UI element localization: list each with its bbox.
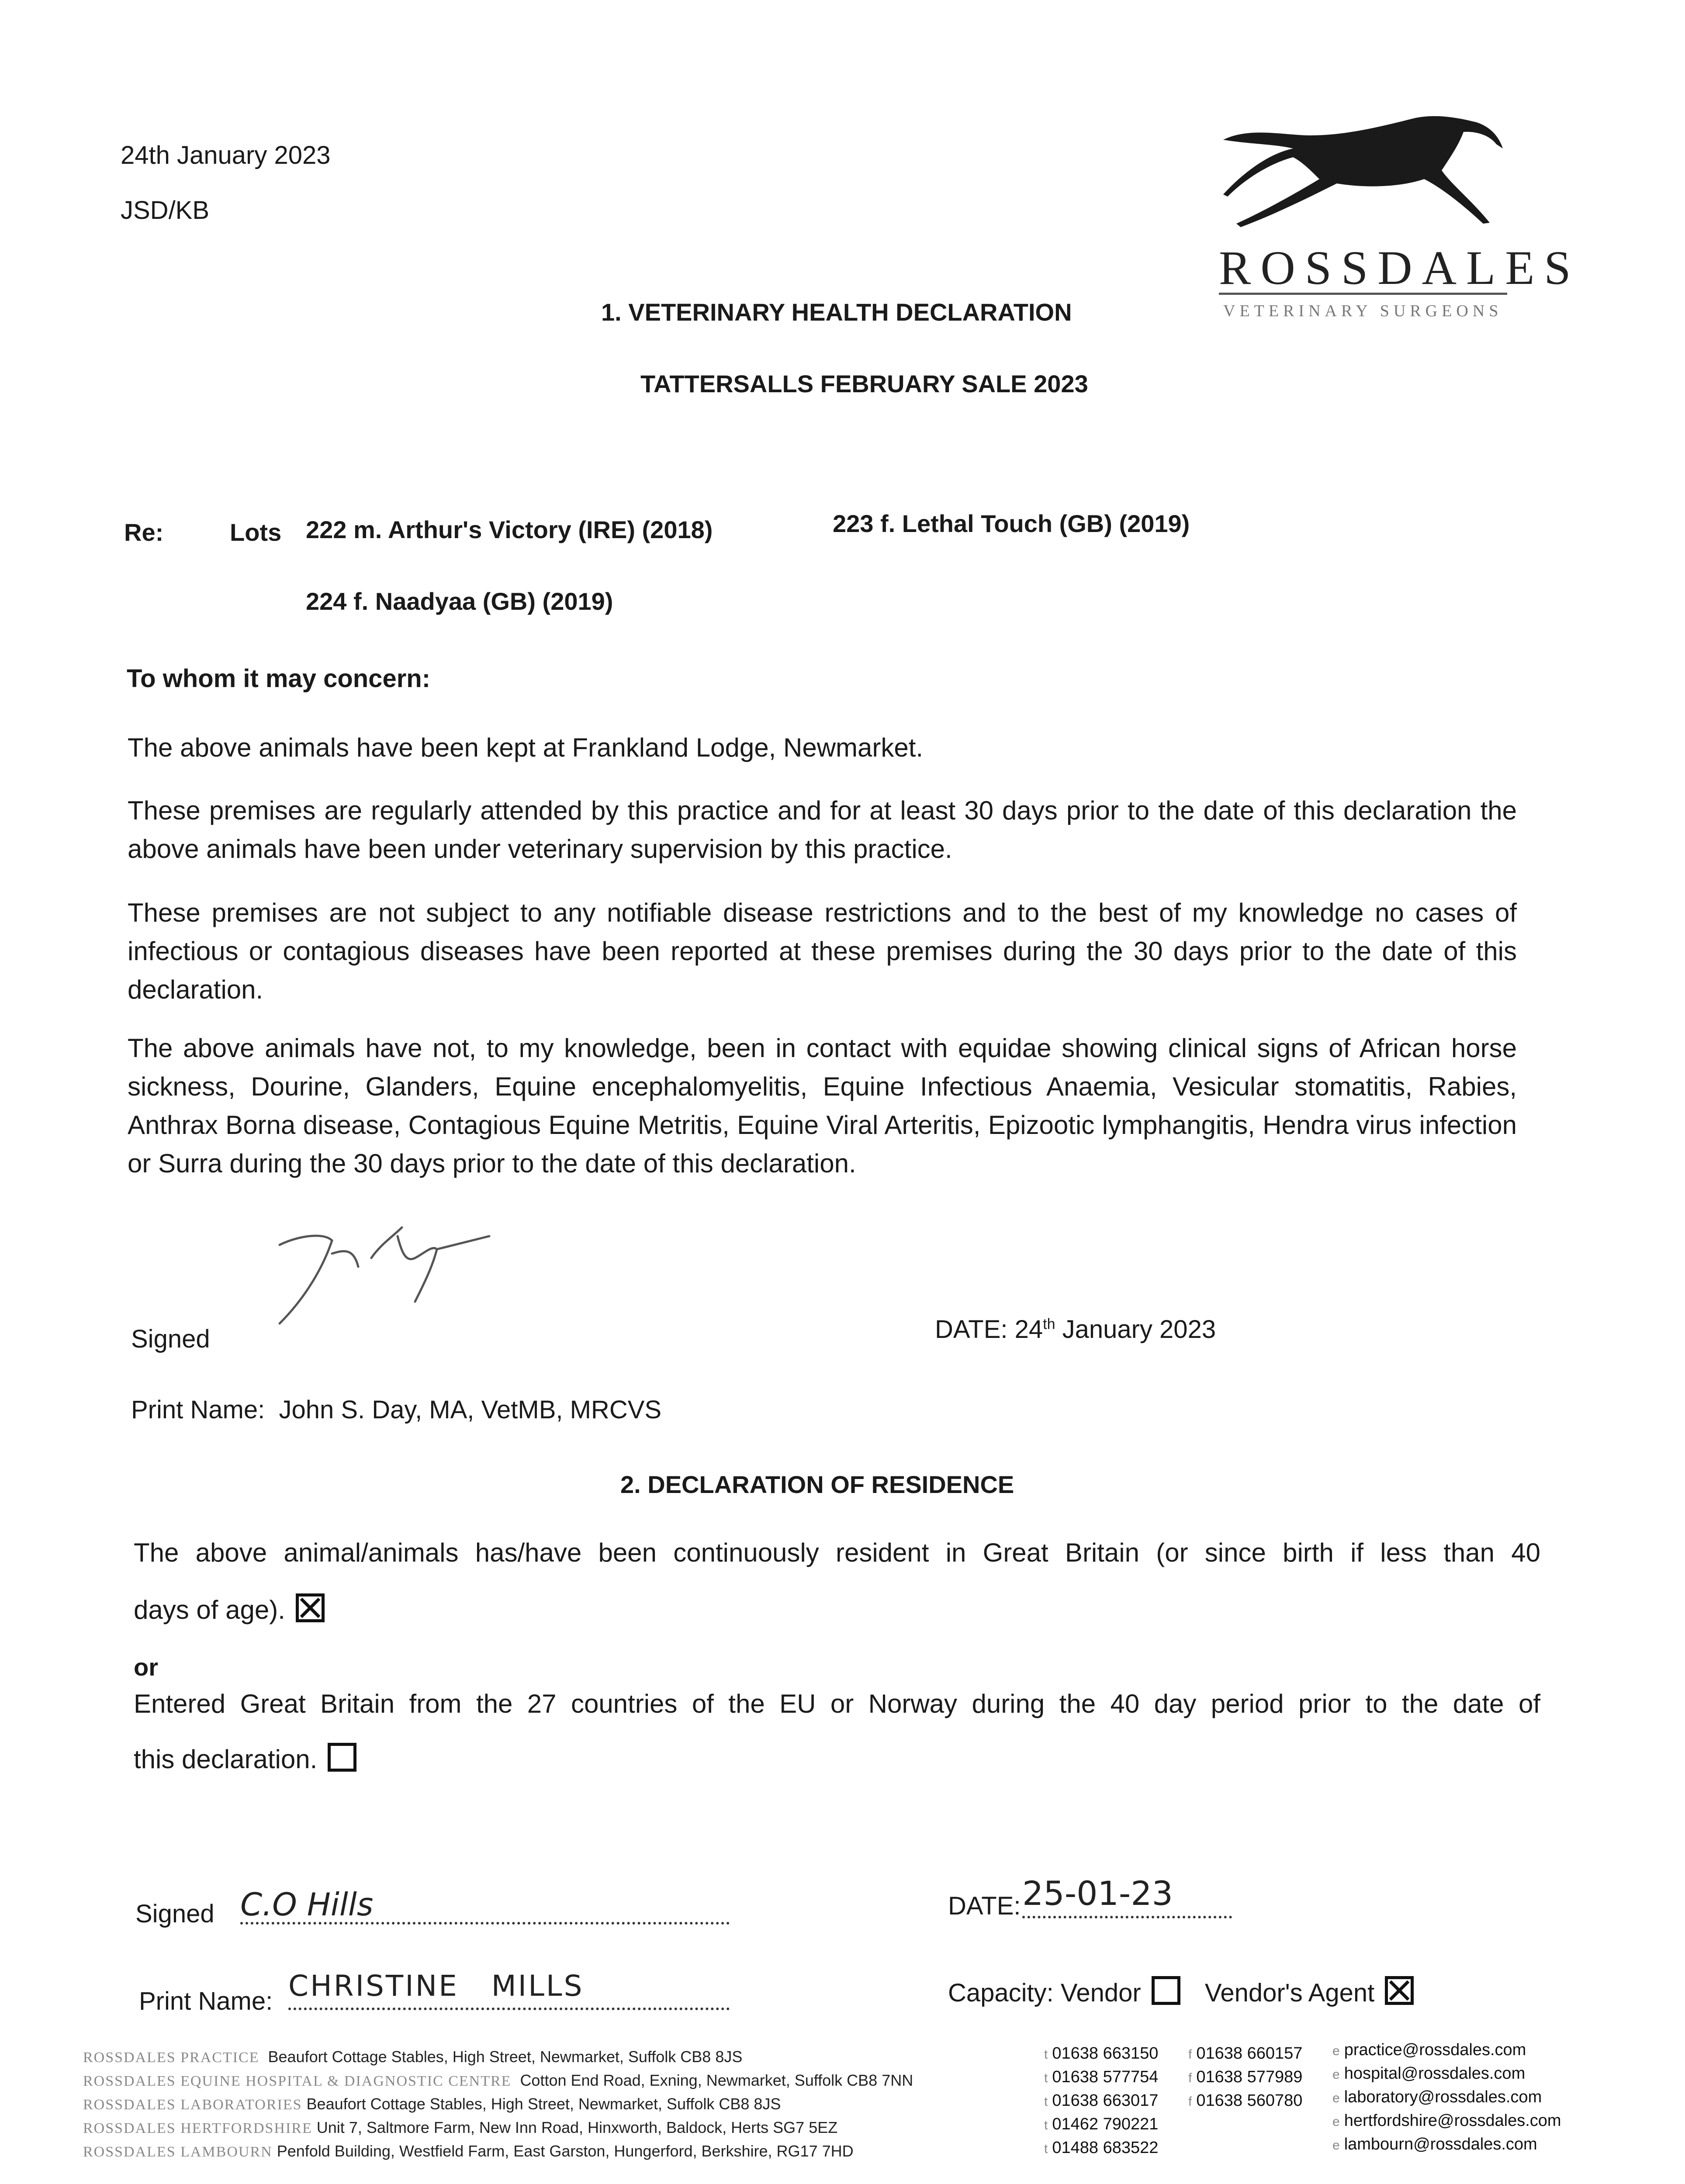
residence-option2-line2: this declaration.	[134, 1743, 356, 1774]
residence-option2-line1: Entered Great Britain from the 27 countries of the EU or Norway during the 40 day period prior to the date of	[134, 1689, 1540, 1718]
footer-hospital: ROSSDALES EQUINE HOSPITAL & DIAGNOSTIC CENTRE Cotton End Road, Exning, Newmarket, Suffolk CB8 7NN	[83, 2071, 913, 2089]
footer-laboratories-phone: t 01638 663017	[1044, 2091, 1159, 2110]
logo-divider	[1219, 293, 1507, 295]
vendor-checkbox[interactable]	[1152, 1976, 1180, 2005]
footer-laboratories-email[interactable]: e laboratory@rossdales.com	[1332, 2088, 1542, 2106]
section1-title: 1. VETERINARY HEALTH DECLARATION	[601, 298, 1072, 326]
re-label: Re:	[124, 518, 164, 546]
vendor-date-value: 25-01-23	[1022, 1874, 1173, 1913]
lot-222: 222 m. Arthur's Victory (IRE) (2018)	[306, 516, 713, 543]
paragraph-contact: The above animals have not, to my knowledge, been in contact with equidae showing clinical signs of African horse sickness, Dourine, Glanders, Equine encephalomyelitis, Equine Infectious Anaemia, Vesicular stomatitis, Rabies, Anthrax Borna disease, Contagious Equine Metritis, Equine Viral Arteritis, Epizootic lymphangitis, Hendra virus infection or Surra during the 30 days prior to the date of this declaration.	[128, 1033, 1517, 1178]
vendor-handwritten-signature: C.O Hills	[240, 1886, 374, 1923]
lot-224: 224 f. Naadyaa (GB) (2019)	[306, 587, 613, 615]
vendor-signed-label: Signed	[135, 1900, 215, 1928]
paragraph-supervision: These premises are regularly attended by this practice and for at least 30 days prior to the date of this declaration the above animals have been under veterinary supervision by this practice.	[128, 796, 1517, 864]
footer-hospital-email[interactable]: e hospital@rossdales.com	[1332, 2064, 1526, 2083]
salutation: To whom it may concern:	[127, 664, 431, 693]
residence-option1-line1: The above animal/animals has/have been continuously resident in Great Britain (or since birth if less than 40	[134, 1538, 1540, 1567]
option2-checkbox[interactable]	[328, 1743, 356, 1772]
vet-signed-label: Signed	[131, 1325, 210, 1353]
option1-checkbox[interactable]	[296, 1593, 325, 1622]
footer-hertfordshire-email[interactable]: e hertfordshire@rossdales.com	[1332, 2111, 1561, 2130]
rossdales-logo	[1214, 109, 1581, 328]
logo-tagline: VETERINARY SURGEONS	[1223, 302, 1503, 320]
vet-date: DATE: 24th January 2023	[935, 1315, 1216, 1344]
residence-option1-line2: days of age).	[134, 1593, 325, 1625]
footer-practice-phone: t 01638 663150	[1044, 2044, 1159, 2063]
or-label: or	[134, 1653, 158, 1681]
footer-practice-email[interactable]: e practice@rossdales.com	[1332, 2041, 1526, 2059]
vendor-signature-line[interactable]	[240, 1896, 730, 1925]
logo-name: ROSSDALES	[1219, 241, 1581, 294]
footer-laboratories-fax: f 01638 560780	[1188, 2091, 1303, 2110]
lot-223: 223 f. Lethal Touch (GB) (2019)	[833, 510, 1190, 537]
footer-lambourn-phone: t 01488 683522	[1044, 2139, 1159, 2157]
footer-laboratories: ROSSDALES LABORATORIES Beaufort Cottage Stables, High Street, Newmarket, Suffolk CB8 8JS	[83, 2095, 781, 2113]
vendor-print-name-label: Print Name:	[139, 1987, 273, 2015]
footer-practice: ROSSDALES PRACTICE Beaufort Cottage Stables, High Street, Newmarket, Suffolk CB8 8JS	[83, 2048, 743, 2066]
footer-lambourn: ROSSDALES LAMBOURN Penfold Building, Westfield Farm, East Garston, Hungerford, Berkshire, RG17 7HD	[83, 2142, 854, 2160]
vendors-agent-checkbox[interactable]	[1385, 1976, 1414, 2005]
vendor-option-label: Vendor	[1060, 1979, 1141, 2007]
vendors-agent-option-label: Vendor's Agent	[1204, 1979, 1375, 2007]
section1-subtitle: TATTERSALLS FEBRUARY SALE 2023	[640, 370, 1088, 397]
vet-print-name: Print Name: John S. Day, MA, VetMB, MRCVS	[131, 1396, 662, 1424]
footer-hospital-phone: t 01638 577754	[1044, 2068, 1159, 2086]
horse-logo-icon	[1214, 109, 1520, 240]
capacity-row: Capacity: Vendor Vendor's Agent	[948, 1976, 1414, 2008]
footer-lambourn-email[interactable]: e lambourn@rossdales.com	[1332, 2135, 1537, 2153]
footer-hertfordshire-phone: t 01462 790221	[1044, 2115, 1159, 2133]
footer-practice-fax: f 01638 660157	[1188, 2044, 1303, 2063]
vendor-date-line[interactable]	[1022, 1891, 1232, 1918]
vendor-print-name-line[interactable]	[288, 1983, 730, 2010]
paragraph-disease-restrictions: These premises are not subject to any notifiable disease restrictions and to the best of my knowledge no cases of infectious or contagious diseases have been reported at these premises during the 30 days prior to the date of this declaration.	[128, 898, 1517, 1004]
lots-label: Lots	[230, 518, 282, 546]
vet-handwritten-signature	[271, 1219, 533, 1332]
vendor-date-label: DATE:	[948, 1892, 1021, 1920]
letter-reference: JSD/KB	[121, 196, 210, 225]
vendor-print-name-value: CHRISTINE MILLS	[288, 1969, 584, 2003]
paragraph-premises: The above animals have been kept at Frankland Lodge, Newmarket.	[128, 733, 924, 762]
footer-hospital-fax: f 01638 577989	[1188, 2068, 1303, 2086]
letter-date: 24th January 2023	[121, 141, 331, 169]
section2-title: 2. DECLARATION OF RESIDENCE	[620, 1471, 1014, 1498]
vet-name-value: John S. Day, MA, VetMB, MRCVS	[279, 1396, 662, 1424]
footer-hertfordshire: ROSSDALES HERTFORDSHIRE Unit 7, Saltmore Farm, New Inn Road, Hinxworth, Baldock, Herts SG7 5EZ	[83, 2118, 838, 2136]
